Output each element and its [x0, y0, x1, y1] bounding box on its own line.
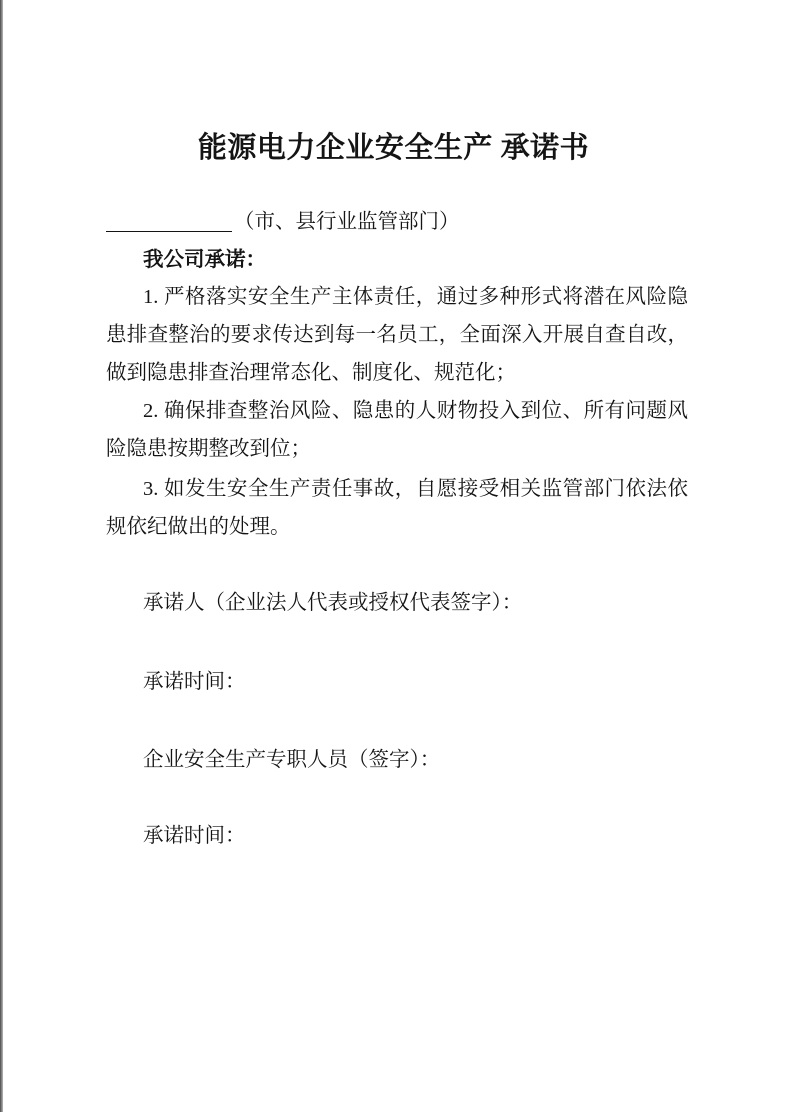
- item-1-line-3: 做到隐患排查治理常态化、制度化、规范化；: [106, 362, 516, 384]
- addressee-blank: [106, 203, 232, 232]
- item-1-line-1: 1. 严格落实安全生产主体责任，通过多种形式将潜在风险隐: [143, 286, 688, 308]
- item-2-line-2: 险隐患按期整改到位；: [106, 438, 311, 460]
- item-3-line-1: 3. 如发生安全生产责任事故，自愿接受相关监管部门依法依: [143, 478, 688, 500]
- addressee-line: [106, 203, 460, 241]
- document-title: 能源电力企业安全生产 承诺书: [197, 132, 590, 164]
- commitment-intro: 我公司承诺：: [143, 249, 266, 271]
- signature-safety-officer-label: 企业安全生产专职人员（签字）：: [143, 749, 441, 771]
- promise-date-label-2: 承诺时间：: [143, 825, 246, 847]
- addressee-suffix: （市、县行业监管部门）: [234, 211, 460, 233]
- item-3-line-2: 规依纪做出的处理。: [106, 516, 291, 538]
- signature-promisor-label: 承诺人（企业法人代表或授权代表签字）：: [143, 592, 523, 614]
- item-1-line-2: 患排查整治的要求传达到每一名员工，全面深入开展自查自改，: [106, 324, 688, 346]
- promise-date-label: 承诺时间：: [143, 671, 246, 693]
- item-2-line-1: 2. 确保排查整治风险、隐患的人财物投入到位、所有问题风: [143, 400, 688, 422]
